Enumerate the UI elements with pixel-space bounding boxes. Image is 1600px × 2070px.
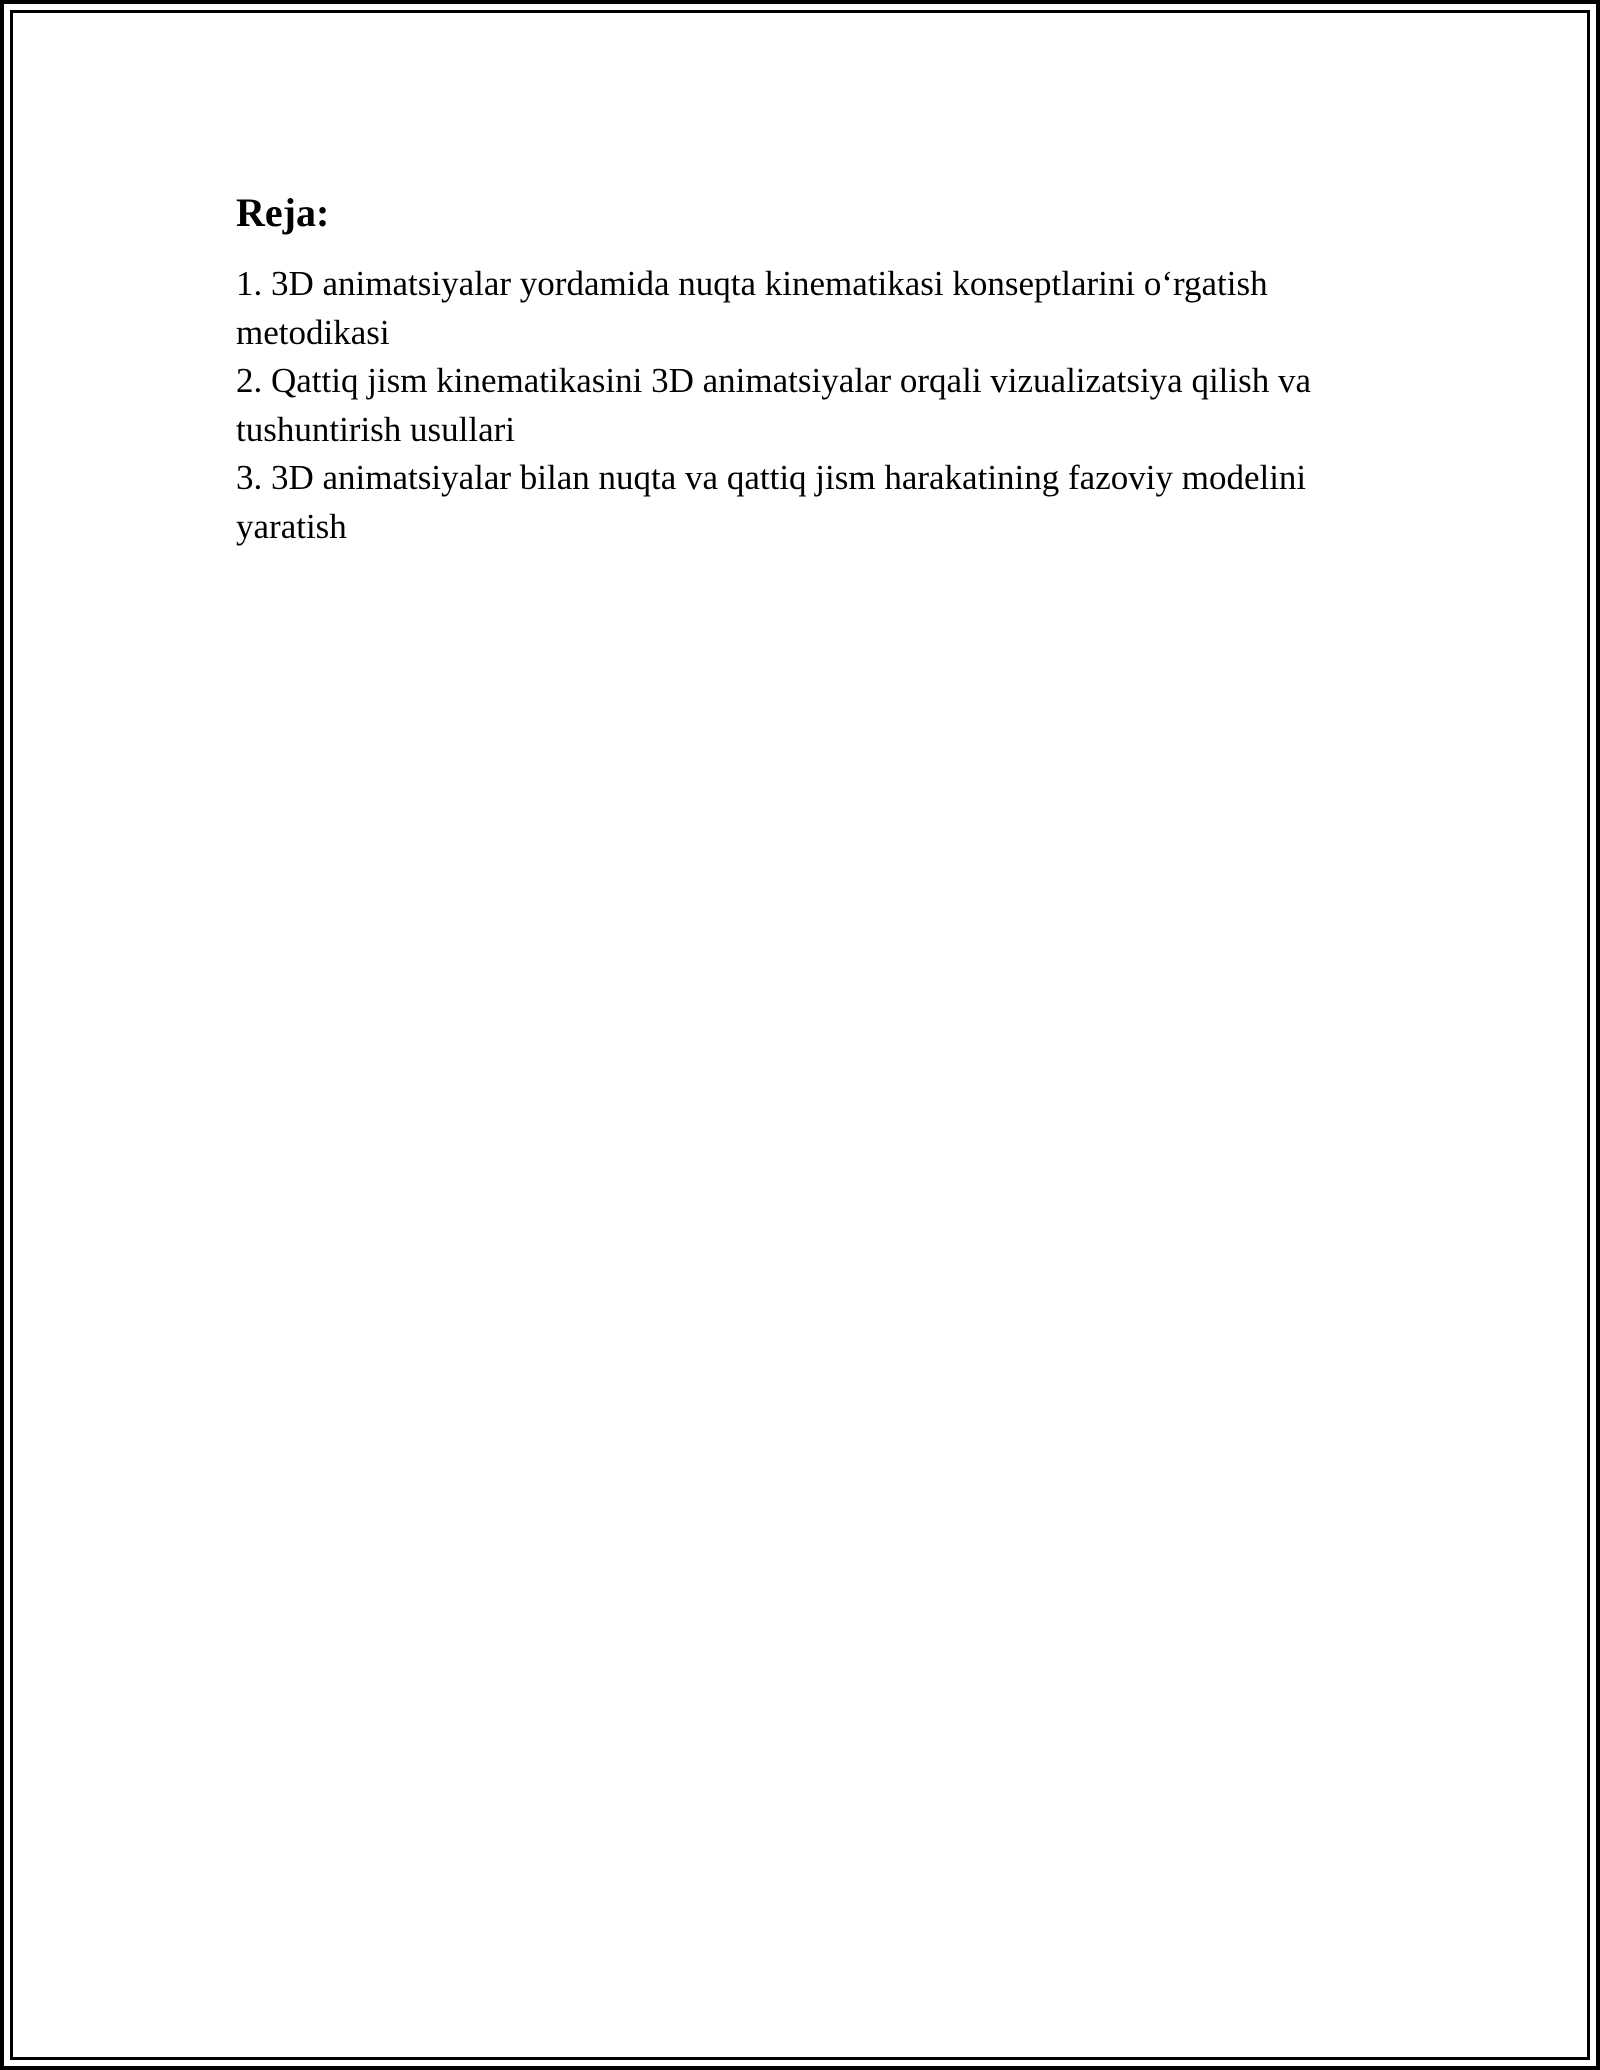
plan-list — [236, 260, 1396, 551]
page-content — [236, 188, 1396, 551]
plan-heading: Reja: — [236, 190, 330, 235]
plan-item-2: 2. Qattiq jism kinematikasini 3D animatsiyalar orqali vizualizatsiya qilish va tushuntirish usullari — [236, 361, 1312, 449]
plan-item-1: 1. 3D animatsiyalar yordamida nuqta kinematikasi konseptlarini o‘rgatish metodikasi — [236, 264, 1268, 352]
plan-item-3: 3. 3D animatsiyalar bilan nuqta va qattiq jism harakatining fazoviy modelini yaratish — [236, 458, 1307, 546]
